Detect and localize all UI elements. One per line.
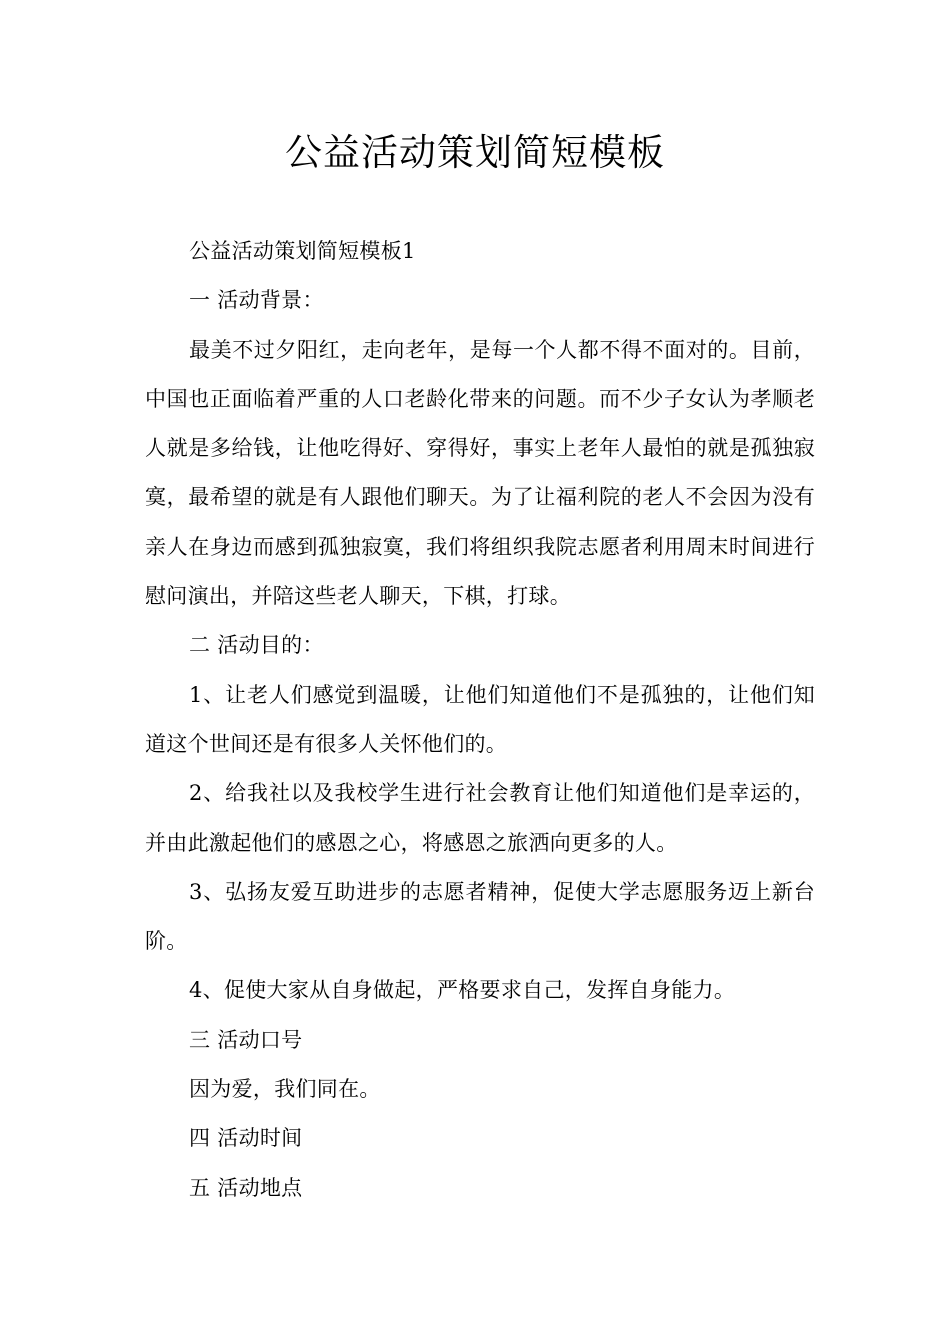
- purpose-item-2: 2、给我社以及我校学生进行社会教育让他们知道他们是幸运的，并由此激起他们的感恩之心，将感恩之旅洒向更多的人。: [145, 781, 815, 855]
- section-heading-purpose: 二 活动目的：: [189, 633, 324, 658]
- section-heading-slogan: 三 活动口号: [189, 1027, 303, 1052]
- slogan-paragraph: 因为爱，我们同在。: [189, 1077, 381, 1102]
- background-paragraph: 最美不过夕阳红，走向老年，是每一个人都不得不面对的。目前，中国也正面临着严重的人口老龄化带来的问题。而不少子女认为孝顺老人就是多给钱，让他吃得好、穿得好，事实上老年人最怕的就是孤独寂寞，最希望的就是有人跟他们聊天。为了让福利院的老人不会因为没有亲人在身边而感到孤独寂寞，我们将组织我院志愿者利用周末时间进行慰问演出，并陪这些老人聊天，下棋，打球。: [145, 337, 815, 609]
- document-body: [145, 227, 815, 1213]
- section-heading-background: 一 活动背景：: [189, 288, 324, 313]
- purpose-item-3: 3、弘扬友爱互助进步的志愿者精神，促使大学志愿服务迈上新台阶。: [145, 879, 815, 954]
- purpose-item-1: 1、让老人们感觉到温暖，让他们知道他们不是孤独的，让他们知道这个世间还是有很多人关怀他们的。: [145, 682, 815, 756]
- purpose-item-4: 4、促使大家从自身做起，严格要求自己，发挥自身能力。: [189, 978, 736, 1003]
- document-title: 公益活动策划简短模板: [285, 131, 665, 174]
- subtitle-paragraph: 公益活动策划简短模板1: [189, 239, 416, 263]
- section-heading-time: 四 活动时间: [189, 1126, 303, 1151]
- section-heading-location: 五 活动地点: [189, 1175, 303, 1200]
